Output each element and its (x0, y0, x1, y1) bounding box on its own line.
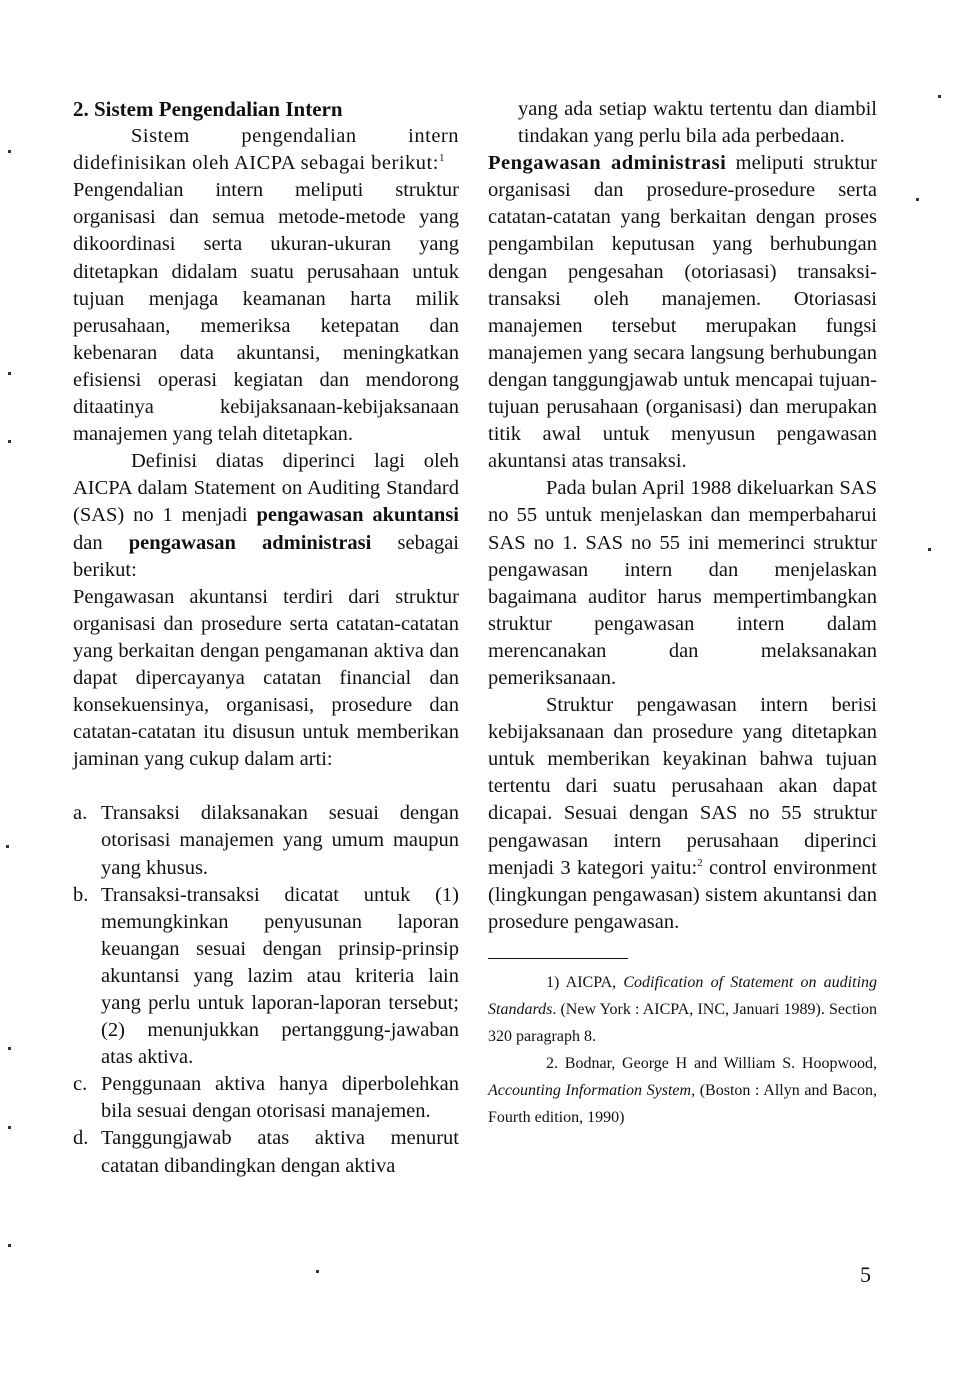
list-item (73, 1071, 459, 1125)
page-number: 5 (860, 1262, 871, 1287)
footnote-ref-1: 1 (438, 152, 445, 165)
scan-speck (8, 1126, 11, 1129)
left-column (73, 96, 459, 1180)
scan-speck (8, 1047, 11, 1050)
list-marker: a. (73, 802, 88, 825)
list-item (73, 1125, 459, 1179)
paragraph-definition: Pengendalian intern meliputi struktur organisasi dan semua metode-metode yang dikoordinasi serta ukuran-ukuran yang ditetapkan didalam suatu perusahaan untuk tujuan menjaga keamanan harta milik perusahaan, memeriksa ketepatan dan kebenaran data akuntansi, meningkatkan efisiensi operasi kegiatan dan mendorong ditaatinya kebijaksanaan-kebijaksanaan manajemen yang telah ditetapkan. (73, 179, 459, 446)
paragraph-structure (488, 692, 877, 936)
term-administrative-control: pengawasan administrasi (128, 531, 372, 554)
footnote-2-post: , (Boston : Allyn and Bacon, Fourth edition, 1990) (488, 1081, 877, 1126)
list-text: Tanggungjawab atas aktiva menurut catatan dibandingkan dengan aktiva (101, 1127, 459, 1177)
list-text: Transaksi-transaksi dicatat untuk (1) memungkinkan penyusunan laporan keuangan sesuai dengan prinsip-prinsip akuntansi yang lazim atau kriteria lain yang perlu untuk laporan-laporan tersebut; (2) menunjukkan pertanggung-jawaban atas aktiva. (101, 883, 459, 1069)
paragraph-administrative-control (488, 150, 877, 475)
scan-speck (8, 1244, 11, 1247)
paragraph-accounting-control: Pengawasan akuntansi terdiri dari struktur organisasi dan prosedure serta catatan-catatan yang berkaitan dengan pengamanan aktiva dan dapat dipercayanya catatan financial dan konsekuensinya, organisasi, prosedure dan catatan-catatan itu disusun untuk memberikan jaminan yang cukup dalam arti: (73, 585, 459, 771)
paragraph-sas1 (73, 448, 459, 583)
footnote-1-post: . (New York : AICPA, INC, Januari 1989). Section 320 paragraph 8. (488, 1000, 877, 1045)
footnote-1-pre: 1) AICPA, (546, 973, 624, 991)
scan-speck (316, 1270, 319, 1273)
structure-tail: control environment (lingkungan pengawasan) sistem akuntansi dan prosedure pengawasan. (488, 856, 877, 933)
list-item (73, 882, 459, 1072)
term-administrative-control: Pengawasan administrasi (488, 152, 727, 175)
right-column (488, 96, 877, 1131)
footnote-1 (488, 969, 877, 1050)
paragraph-definition-intro (73, 123, 459, 177)
list-marker: b. (73, 883, 89, 906)
scan-speck (8, 372, 11, 375)
scan-speck (928, 548, 931, 551)
section-heading: 2. Sistem Pengendalian Intern (73, 97, 343, 121)
list-marker: c. (73, 1073, 88, 1096)
conj-text: dan (73, 531, 129, 554)
footnote-2-pre: 2. Bodnar, George H and William S. Hoopwood, (546, 1054, 877, 1072)
scan-speck (938, 95, 941, 98)
sas1-tail: sebagai berikut: (73, 531, 459, 581)
sas1-text: Definisi diatas diperinci lagi oleh AICPA dalam Statement on Auditing Standard (SAS) no 1 menjadi (73, 450, 459, 527)
scan-speck (8, 150, 11, 153)
intro-text: Sistem pengendalian intern didefinisikan oleh AICPA sebagai berikut: (73, 125, 459, 175)
scan-speck (6, 845, 9, 848)
scan-speck (8, 440, 11, 443)
footnote-ref-2: 2 (697, 856, 703, 869)
paragraph-sas55: Pada bulan April 1988 dikeluarkan SAS no 55 untuk menjelaskan dan memperbaharui SAS no 1. SAS no 55 ini memerinci struktur pengawasan intern dan menjelaskan bagaimana auditor harus mempertimbangkan struktur pengawasan intern dalam merencanakan dan melaksanakan pemeriksanaan. (488, 477, 877, 689)
footnote-divider (488, 958, 628, 959)
term-accounting-control: pengawasan akuntansi (256, 504, 459, 527)
list-text: Penggunaan aktiva hanya diperbolehkan bila sesuai dengan otorisasi manajemen. (101, 1073, 459, 1123)
structure-text: Struktur pengawasan intern berisi kebijaksanaan dan prosedure yang ditetapkan untuk memberikan keyakinan bahwa tujuan tertentu dari suatu perusahaan akan dapat dicapai. Sesuai dengan SAS no 55 struktur pengawasan intern perusahaan diperinci menjadi 3 kategori yaitu: (488, 694, 877, 879)
list-item-d-continuation: yang ada setiap waktu tertentu dan diambil tindakan yang perlu bila ada perbedaan. (518, 98, 877, 148)
scan-speck (916, 198, 919, 201)
footnote-1-title: Codification of Statement on auditing Standards (488, 973, 878, 1018)
list-item (73, 800, 459, 881)
admin-text: meliputi struktur organisasi dan prosedure-prosedure serta catatan-catatan yang berkaitan dengan proses pengambilan keputusan yang berhubungan dengan pengesahan (otoriasasi) transaksi-transaksi oleh manajemen. Otoriasasi manajemen tersebut merupakan fungsi manajemen yang secara langsung berhubungan dengan tanggungjawab untuk mencapai tujuan-tujuan perusahaan (organisasi) dan merupakan titik awal untuk menyusun pengawasan akuntansi atas transaksi. (488, 152, 877, 473)
list-marker: d. (73, 1127, 89, 1150)
footnote-2-title: Accounting Information System (488, 1081, 692, 1099)
list-text: Transaksi dilaksanakan sesuai dengan otorisasi manajemen yang umum maupun yang khusus. (101, 802, 459, 879)
criteria-list (73, 800, 459, 1179)
footnote-2 (488, 1050, 877, 1131)
